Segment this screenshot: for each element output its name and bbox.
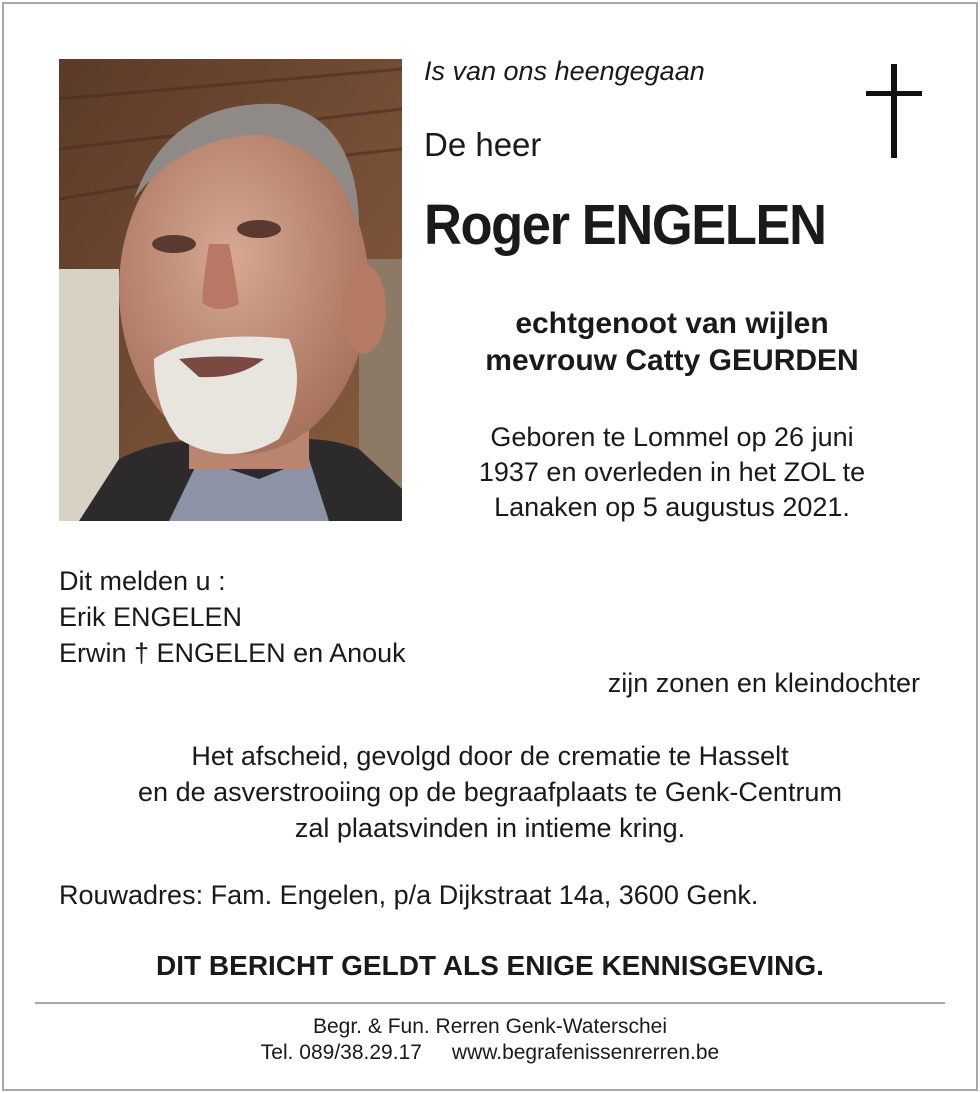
family-member: Erwin † ENGELEN en Anouk: [59, 638, 406, 668]
spouse-line: echtgenoot van wijlen: [515, 307, 829, 340]
cross-icon: [866, 64, 922, 158]
farewell-line: en de asverstrooiing op de begraafplaats te Genk-Centrum: [138, 777, 842, 807]
honorific: De heer: [424, 126, 542, 163]
divider: [35, 1002, 945, 1004]
family-member: Erik ENGELEN: [59, 602, 243, 632]
footer: [0, 1014, 980, 1066]
birth-death-info: [424, 420, 920, 525]
farewell-line: zal plaatsvinden in intieme kring.: [294, 813, 686, 843]
farewell-info: [0, 738, 980, 846]
mourning-address: Rouwadres: Fam. Engelen, p/a Dijkstraat 14a, 3600 Genk.: [59, 880, 759, 910]
announcement: [59, 563, 406, 671]
notice-statement: DIT BERICHT GELDT ALS ENIGE KENNISGEVING.: [156, 950, 824, 981]
funeral-company: Begr. & Fun. Rerren Genk-Waterschei: [312, 1015, 668, 1038]
deceased-name: Roger ENGELEN: [424, 193, 826, 257]
announcement-lead: Dit melden u :: [59, 566, 226, 596]
birth-line: Geboren te Lommel op 26 juni: [490, 422, 854, 452]
phone-number: Tel. 089/38.29.17: [260, 1041, 422, 1064]
birth-line: 1937 en overleden in het ZOL te: [478, 457, 866, 487]
intro-text: Is van ons heengegaan: [424, 56, 705, 86]
spouse-info: [424, 305, 920, 379]
portrait-photo: [59, 59, 402, 521]
family-relation: zijn zonen en kleindochter: [607, 668, 920, 698]
spouse-line: mevrouw Catty GEURDEN: [485, 344, 859, 377]
birth-line: Lanaken op 5 augustus 2021.: [494, 492, 850, 522]
farewell-line: Het afscheid, gevolgd door de crematie te Hasselt: [191, 741, 789, 771]
website-link[interactable]: www.begrafenissenrerren.be: [451, 1041, 720, 1064]
